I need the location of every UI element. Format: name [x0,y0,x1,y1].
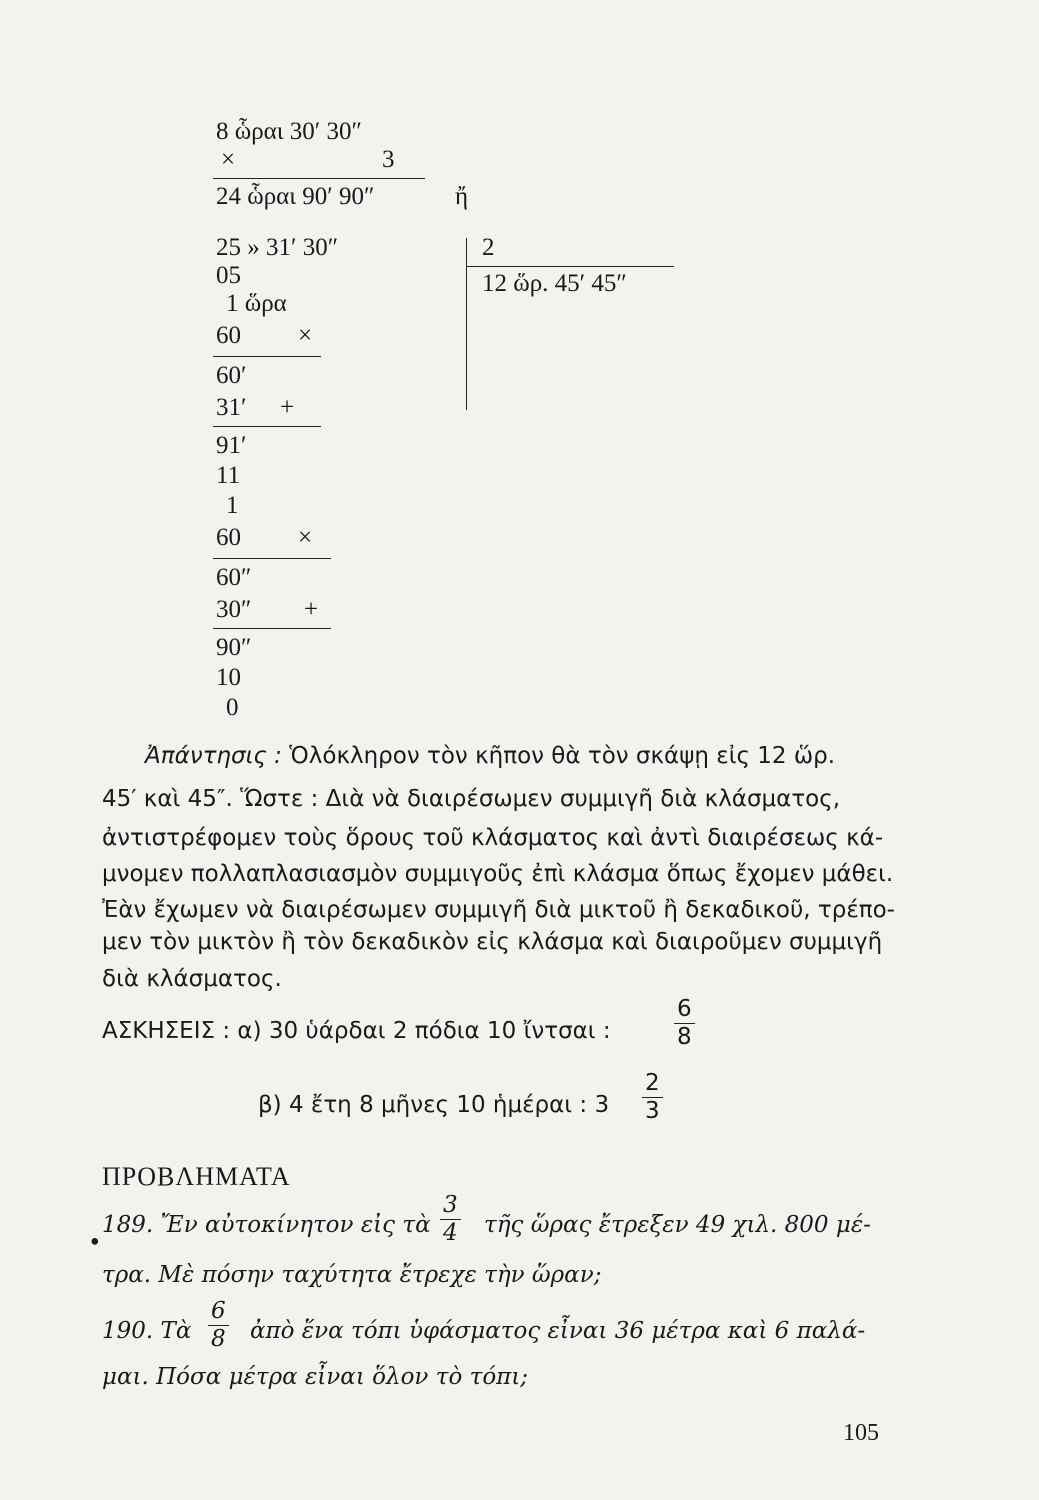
fraction [674,996,695,1051]
calc-line1: 8 ὧραι 30′ 30″ [216,118,362,145]
answer-line: διὰ κλάσματος. [102,966,282,992]
divisor-rule [466,266,674,267]
numerator: 6 [674,996,695,1024]
fraction [642,1070,663,1125]
problem-text: 189. Ἔν αὐτοκίνητον εἰς τὰ [102,1212,431,1238]
numerator: 6 [208,1298,229,1326]
denominator: 8 [211,1326,226,1352]
quotient: 12 ὥρ. 45′ 45″ [482,270,627,297]
fraction [440,1192,461,1247]
problems-heading: ΠΡΟΒΛΗΜΑΤΑ [102,1162,291,1191]
step: 31′ [216,394,247,421]
numerator: 2 [642,1070,663,1098]
denominator: 4 [443,1220,458,1246]
bullet: • [88,1230,102,1256]
step: 30″ [216,596,252,623]
problem-text: τρα. Μὲ πόσην ταχύτητα ἔτρεχε τὴν ὥραν; [102,1262,602,1288]
product-line: 24 ὧραι 90′ 90″ [216,183,375,210]
plus-sign: + [280,394,295,421]
problem-text: 190. Τὰ [102,1318,192,1344]
step: 60 [216,524,241,551]
division-bar [466,238,467,410]
rule [213,628,331,629]
step: 1 ὥρα [226,290,287,317]
divisor: 2 [482,234,495,261]
times-sign: × [298,524,313,551]
denominator: 8 [677,1024,692,1050]
problem-text: τῆς ὥρας ἔτρεξεν 49 χιλ. 800 μέ- [484,1212,871,1238]
step: 90″ [216,634,252,661]
step: 1 [226,492,239,519]
step: 11 [216,462,241,489]
answer-line: Ἐὰν ἔχωμεν νὰ διαιρέσωμεν συμμιγῆ διὰ μικτοῦ ἢ δεκαδικοῦ, τρέπο- [102,897,895,923]
denominator: 3 [645,1098,660,1124]
or-word: ἤ [455,183,469,210]
answer-line: 45′ καὶ 45″. Ὥστε : Διὰ νὰ διαιρέσωμεν συμμιγῆ διὰ κλάσματος, [102,786,841,812]
step: 60′ [216,362,247,389]
rule [213,558,331,559]
answer-line: μνομεν πολλαπλασιασμὸν συμμιγοῦς ἐπὶ κλάσμα ὅπως ἔχομεν μάθει. [102,861,894,887]
mult-sign: × [221,146,236,173]
exercise-a: α) 30 ὑάρδαι 2 πόδια 10 ἴντσαι : [237,1018,611,1044]
rule [213,426,321,427]
step: 60 [216,322,241,349]
step: 0 [226,694,239,721]
problem-text: μαι. Πόσα μέτρα εἶναι ὅλον τὸ τόπι; [102,1364,529,1390]
problem-text: ἀπὸ ἕνα τόπι ὑφάσματος εἶναι 36 μέτρα καὶ 6 παλά- [250,1318,866,1344]
step: 60″ [216,564,252,591]
rule [213,356,321,357]
rule [213,178,425,179]
step: 05 [216,262,241,289]
plus-sign: + [304,596,319,623]
exercise-b: β) 4 ἔτη 8 μῆνες 10 ἡμέραι : 3 [258,1092,610,1118]
step: 91′ [216,432,247,459]
numerator: 3 [440,1192,461,1220]
answer-line: μεν τὸν μικτὸν ἢ τὸν δεκαδικὸν εἰς κλάσμα καὶ διαιροῦμεν συμμιγῆ [102,929,883,955]
exercises-label: ΑΣΚΗΣΕΙΣ : [102,1018,231,1044]
answer-line: ἀντιστρέφομεν τοὺς ὅρους τοῦ κλάσματος καὶ ἀντὶ διαιρέσεως κά- [102,825,884,851]
answer-line: Ὁλόκληρον τὸν κῆπον θὰ τὸν σκάψῃ εἰς 12 ὥρ. [289,743,836,769]
times-sign: × [298,322,313,349]
fraction [208,1298,229,1353]
step: 10 [216,664,241,691]
page-number: 105 [843,1420,879,1446]
dividend: 25 » 31′ 30″ [216,234,339,261]
answer-label: Ἀπάντησις : [145,743,282,769]
multiplier: 3 [382,146,395,173]
